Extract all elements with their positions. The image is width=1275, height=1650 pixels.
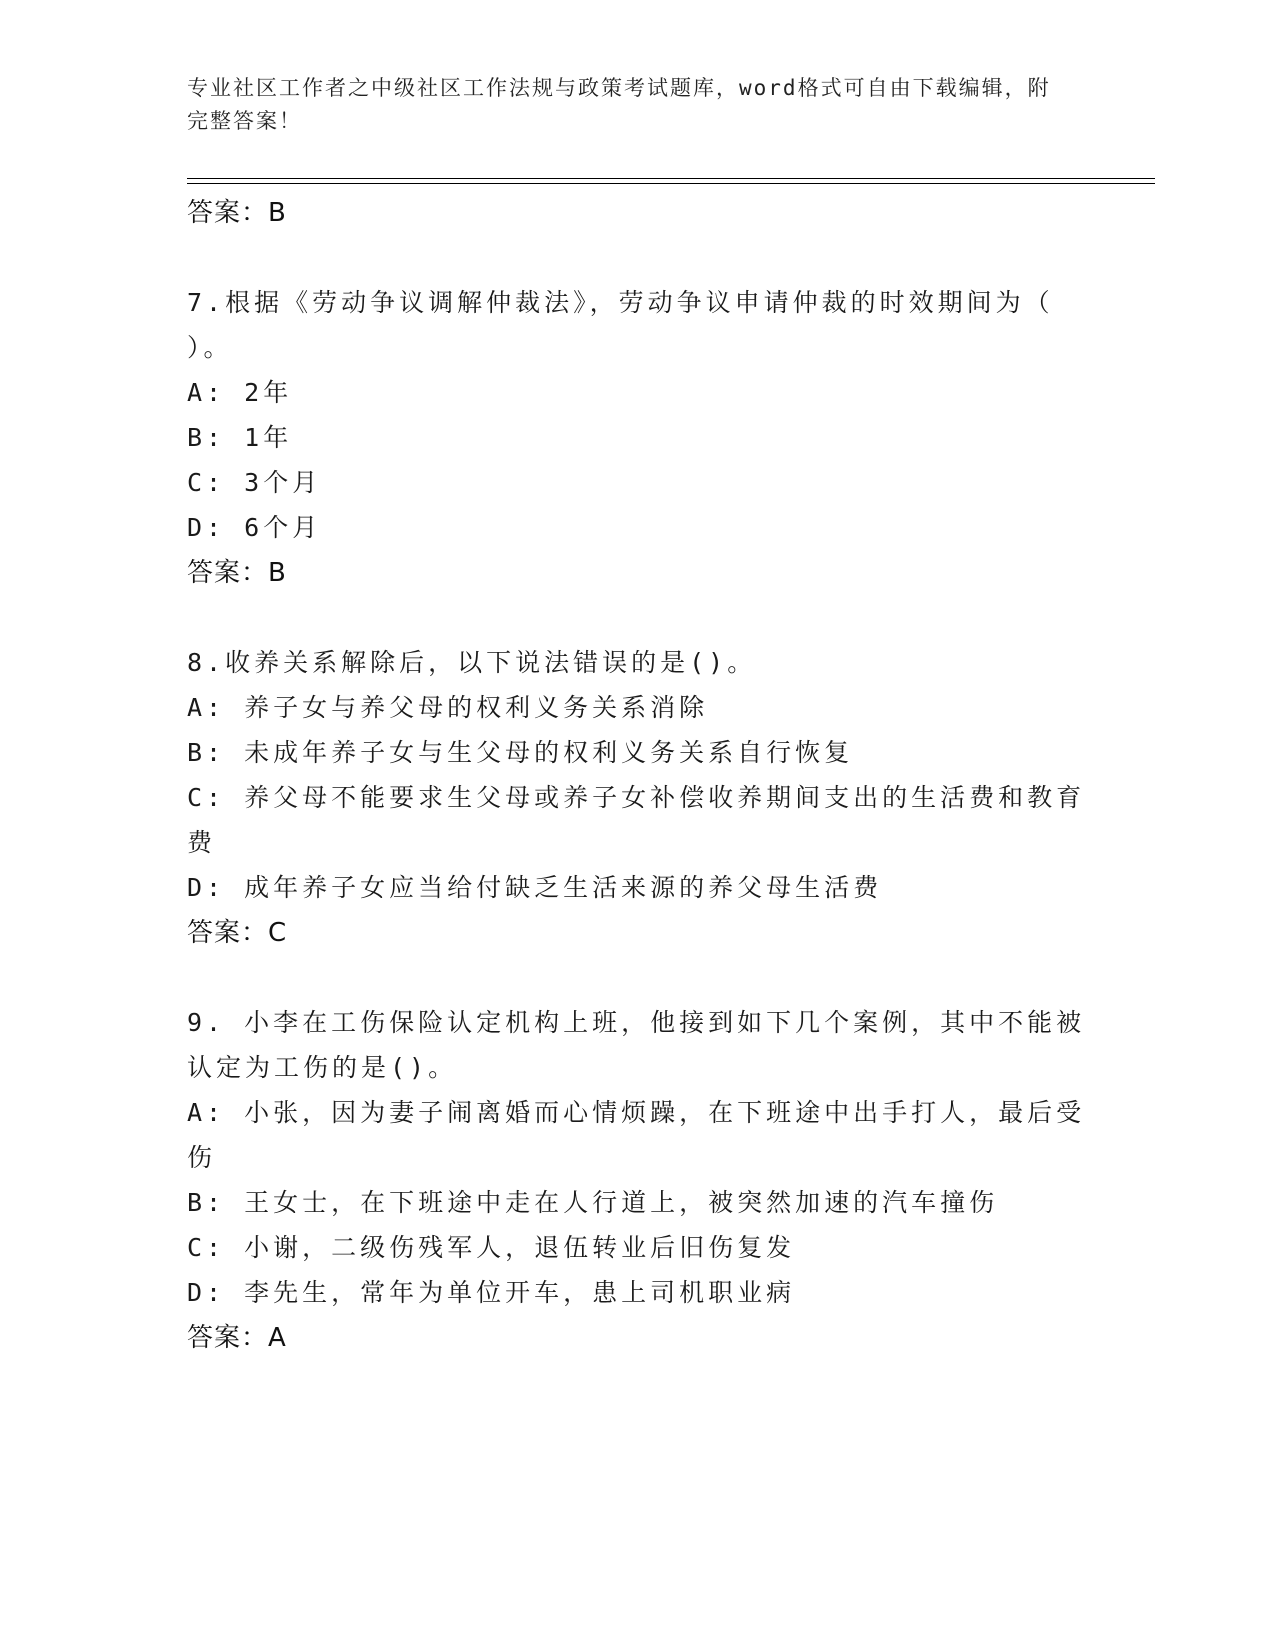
previous-answer [187,190,1087,236]
option-key: D: [187,1278,226,1307]
question-8 [187,640,1087,956]
question-answer [187,550,1087,596]
option-text: 小张，因为妻子闹离婚而心情烦躁，在下班途中出手打人，最后受伤 [187,1098,1086,1172]
answer-value: A [268,1323,287,1353]
answer-label: 答案： [187,1323,269,1353]
option-b [187,1180,1087,1225]
option-c [187,460,1087,505]
option-text: 2年 [244,378,293,407]
page-header: 专业社区工作者之中级社区工作法规与政策考试题库，word格式可自由下载编辑，附完整答案！ [187,76,1051,133]
option-d [187,1270,1087,1315]
option-text: 小谢，二级伤残军人，退伍转业后旧伤复发 [244,1233,796,1262]
answer-value: C [268,918,288,948]
option-key: D: [187,873,226,902]
option-key: B: [187,423,226,452]
option-c [187,775,1087,865]
option-key: A: [187,1098,226,1127]
option-b [187,730,1087,775]
option-text: 成年养子女应当给付缺乏生活来源的养父母生活费 [244,873,883,902]
question-7 [187,280,1087,596]
option-a [187,1090,1087,1180]
option-b [187,415,1087,460]
option-c [187,1225,1087,1270]
option-text: 养父母不能要求生父母或养子女补偿收养期间支出的生活费和教育费 [187,783,1086,857]
option-text: 1年 [244,423,293,452]
option-key: C: [187,1233,226,1262]
option-a [187,685,1087,730]
option-d [187,505,1087,550]
question-stem: 9. 小李在工伤保险认定机构上班，他接到如下几个案例，其中不能被认定为工伤的是()。 [187,1008,1086,1082]
answer-label: 答案： [187,558,269,588]
answer-value: B [268,558,287,588]
question-stem: 7.根据《劳动争议调解仲裁法》，劳动争议申请仲裁的时效期间为（ ）。 [187,288,1054,362]
option-a [187,370,1087,415]
option-key: D: [187,513,226,542]
option-text: 李先生，常年为单位开车，患上司机职业病 [244,1278,796,1307]
option-text: 6个月 [244,513,322,542]
question-answer [187,910,1087,956]
option-key: B: [187,738,226,767]
answer-value: B [268,198,287,228]
option-key: C: [187,783,226,812]
option-key: B: [187,1188,226,1217]
option-key: C: [187,468,226,497]
answer-label: 答案： [187,198,269,228]
option-key: A: [187,693,226,722]
question-stem: 8.收养关系解除后，以下说法错误的是()。 [187,648,757,677]
header-divider-thin [187,183,1155,184]
option-text: 王女士，在下班途中走在人行道上，被突然加速的汽车撞伤 [244,1188,999,1217]
answer-label: 答案： [187,918,269,948]
option-key: A: [187,378,226,407]
header-divider-thick [187,178,1155,179]
option-d [187,865,1087,910]
option-text: 未成年养子女与生父母的权利义务关系自行恢复 [244,738,854,767]
option-text: 养子女与养父母的权利义务关系消除 [244,693,709,722]
option-text: 3个月 [244,468,322,497]
question-content [187,190,1087,1361]
question-answer [187,1315,1087,1361]
question-9 [187,1000,1087,1361]
